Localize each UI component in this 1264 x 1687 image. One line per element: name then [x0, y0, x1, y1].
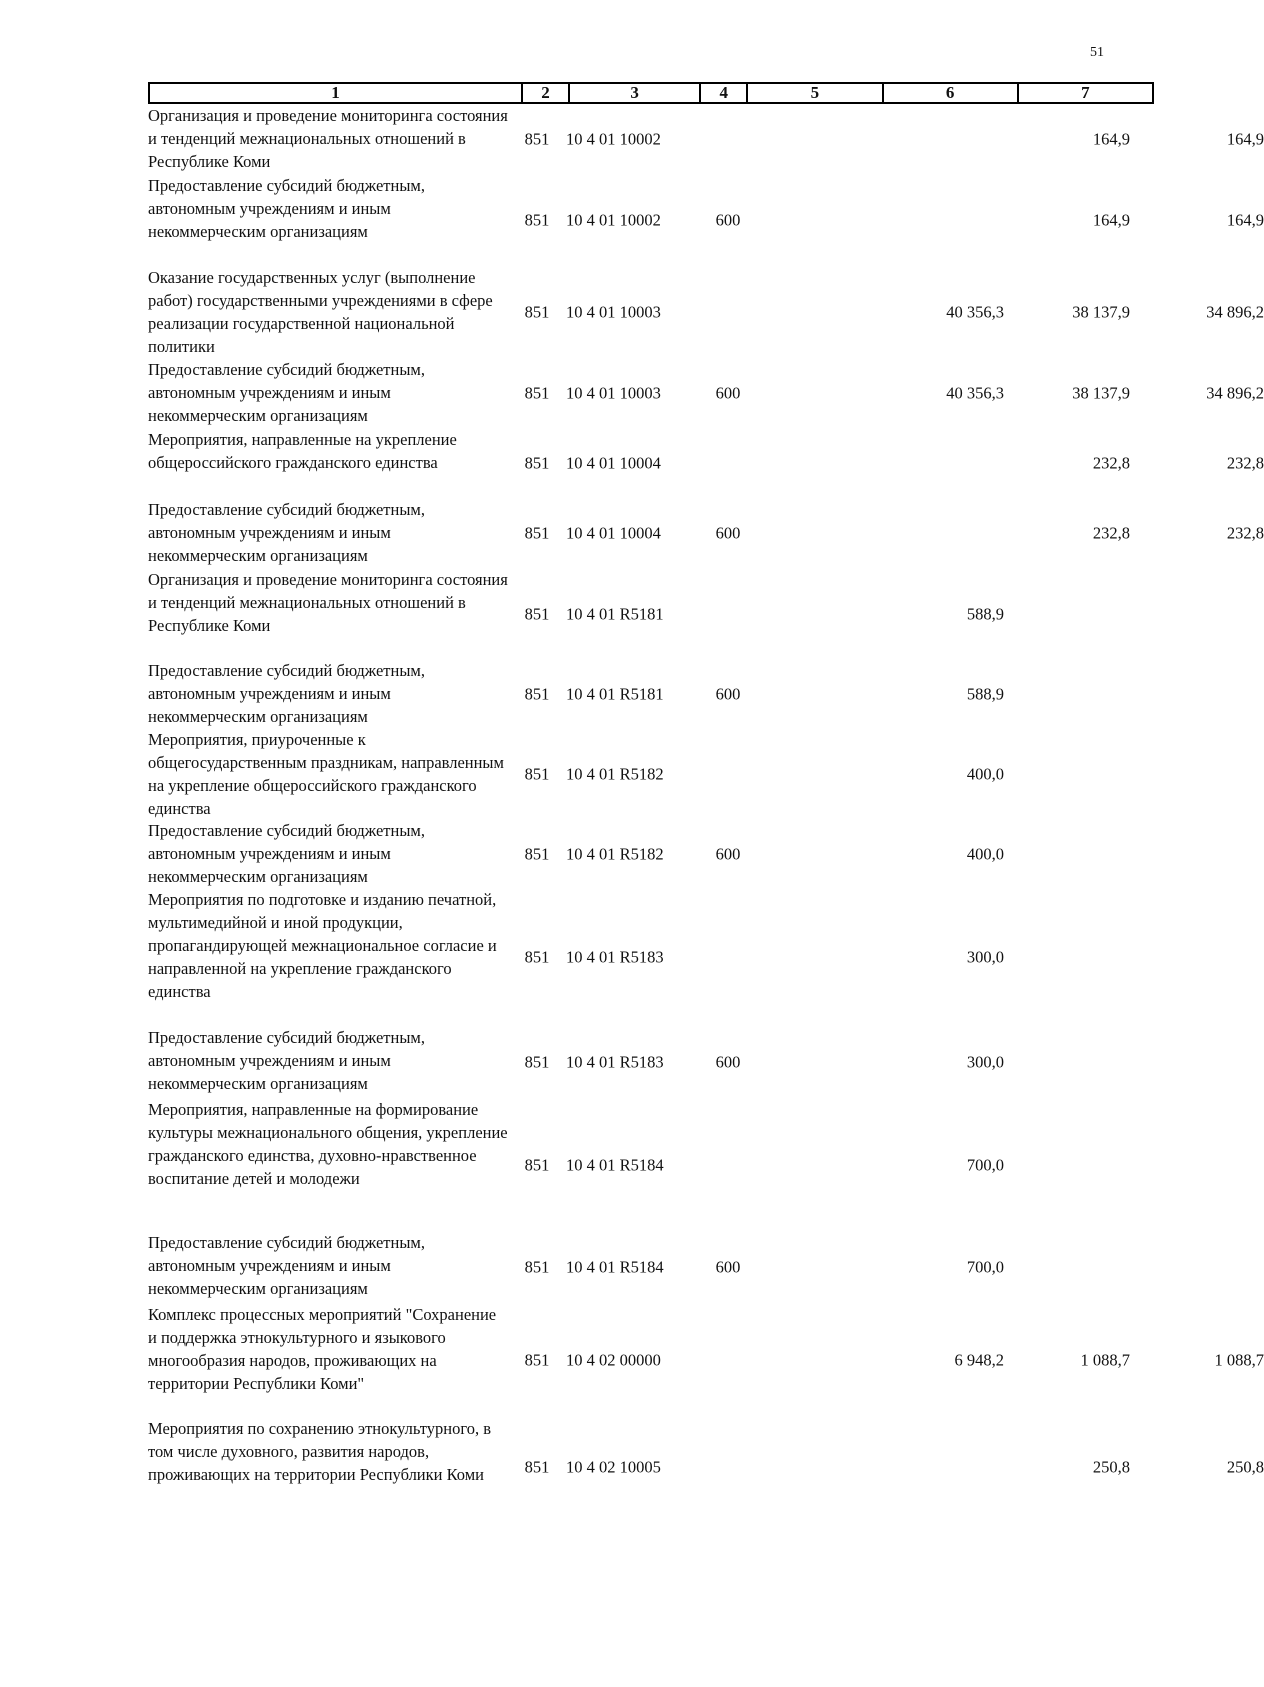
table-row: [148, 1098, 1154, 1231]
table-row: [148, 659, 1154, 728]
row-name: Предоставление субсидий бюджетным, автономным учреждениям и иным некоммерческим организациям: [148, 1028, 425, 1093]
row-csr-code: 10 4 02 00000: [566, 1350, 661, 1370]
row-ved-code: 851: [524, 383, 550, 403]
row-amount-col7: 34 896,2: [1206, 302, 1264, 322]
row-csr-code: 10 4 02 10005: [566, 1457, 661, 1477]
row-amount-col5: 6 948,2: [954, 1350, 1004, 1370]
table-row: [148, 819, 1154, 888]
row-amount-col7: 250,8: [1226, 1457, 1264, 1477]
header-col-7: 7: [1018, 83, 1153, 103]
table-row: [148, 358, 1264, 428]
row-name: Мероприятия, приуроченные к общегосударственным праздникам, направленным на укрепление общероссийского гражданского единства: [148, 730, 504, 818]
row-vr-code: 600: [715, 210, 741, 230]
row-csr-code: 10 4 01 10004: [566, 453, 661, 473]
row-csr-code: 10 4 01 R5183: [566, 1052, 664, 1072]
row-csr-code: 10 4 01 10003: [566, 302, 661, 322]
row-csr-code: 10 4 01 R5183: [566, 947, 664, 967]
row-ved-code: 851: [524, 210, 550, 230]
table-row: [148, 104, 1264, 174]
row-amount-col5: 400,0: [966, 764, 1004, 783]
row-ved-code: 851: [524, 1457, 550, 1477]
row-ved-code: 851: [524, 523, 550, 543]
table-row: [148, 568, 1154, 659]
column-number-header: [148, 82, 1154, 104]
row-amount-col7: 232,8: [1226, 453, 1264, 473]
row-ved-code: 851: [524, 947, 550, 967]
row-name: Предоставление субсидий бюджетным, автономным учреждениям и иным некоммерческим организациям: [148, 661, 425, 726]
row-amount-col7: 164,9: [1226, 129, 1264, 149]
row-name: Предоставление субсидий бюджетным, автономным учреждениям и иным некоммерческим организациям: [148, 500, 425, 565]
table-row: [148, 1231, 1154, 1303]
header-col-4: 4: [700, 83, 747, 103]
row-amount-col6: 38 137,9: [1072, 383, 1130, 403]
header-col-6: 6: [883, 83, 1018, 103]
row-name: Комплекс процессных мероприятий "Сохранение и поддержка этнокультурного и языкового многообразия народов, проживающих на территории Республики Коми": [148, 1305, 497, 1393]
row-csr-code: 10 4 01 R5181: [566, 604, 664, 623]
row-ved-code: 851: [524, 302, 550, 322]
row-name: Мероприятия, направленные на формирование культуры межнационального общения, укрепление гражданского единства, духовно-нравственное воспитание детей и молодежи: [148, 1100, 508, 1188]
row-name: Оказание государственных услуг (выполнение работ) государственными учреждениями в сфере реализации государственной национальной политики: [148, 268, 493, 356]
row-amount-col5: 700,0: [966, 1257, 1004, 1277]
row-ved-code: 851: [524, 1155, 550, 1174]
row-ved-code: 851: [524, 129, 550, 149]
row-vr-code: 600: [715, 684, 741, 703]
row-name: Мероприятия, направленные на укрепление общероссийского гражданского единства: [148, 430, 457, 472]
row-name: Предоставление субсидий бюджетным, автономным учреждениям и иным некоммерческим организациям: [148, 1233, 425, 1298]
table-row: [148, 428, 1264, 498]
budget-table-body: [148, 104, 1264, 1517]
row-csr-code: 10 4 01 R5184: [566, 1155, 664, 1174]
row-name: Мероприятия по подготовке и изданию печатной, мультимедийной и иной продукции, пропагандирующей межнациональное согласие и направленной на укрепление гражданского единства: [148, 890, 497, 1001]
row-amount-col6: 250,8: [1092, 1457, 1130, 1477]
row-ved-code: 851: [524, 1350, 550, 1370]
row-name: Предоставление субсидий бюджетным, автономным учреждениям и иным некоммерческим организациям: [148, 360, 425, 425]
row-csr-code: 10 4 01 R5182: [566, 844, 664, 863]
row-ved-code: 851: [524, 844, 550, 863]
row-amount-col5: 400,0: [966, 844, 1004, 863]
table-row: [148, 728, 1154, 819]
row-amount-col5: 300,0: [966, 1052, 1004, 1072]
row-name: Предоставление субсидий бюджетным, автономным учреждениям и иным некоммерческим организациям: [148, 821, 425, 886]
row-vr-code: 600: [715, 383, 741, 403]
row-amount-col6: 232,8: [1092, 523, 1130, 543]
header-col-5: 5: [747, 83, 882, 103]
row-amount-col5: 700,0: [966, 1155, 1004, 1174]
row-name: Предоставление субсидий бюджетным, автономным учреждениям и иным некоммерческим организациям: [148, 176, 425, 241]
header-col-2: 2: [522, 83, 569, 103]
table-row: [148, 174, 1264, 266]
row-amount-col6: 38 137,9: [1072, 302, 1130, 322]
row-name: Мероприятия по сохранению этнокультурного, в том числе духовного, развития народов, проживающих на территории Республики Коми: [148, 1419, 492, 1484]
row-name: Организация и проведение мониторинга состояния и тенденций межнациональных отношений в Республике Коми: [148, 570, 508, 635]
table-row: [148, 888, 1154, 1026]
row-amount-col5: 588,9: [966, 604, 1004, 623]
row-ved-code: 851: [524, 684, 550, 703]
row-vr-code: 600: [715, 1052, 741, 1072]
row-ved-code: 851: [524, 764, 550, 783]
row-amount-col7: 232,8: [1226, 523, 1264, 543]
table-row: [148, 1303, 1264, 1417]
row-amount-col5: 40 356,3: [946, 383, 1004, 403]
table-row: [148, 498, 1264, 568]
row-ved-code: 851: [524, 453, 550, 473]
row-ved-code: 851: [524, 1052, 550, 1072]
row-amount-col5: 300,0: [966, 947, 1004, 967]
row-amount-col6: 1 088,7: [1080, 1350, 1130, 1370]
row-amount-col7: 34 896,2: [1206, 383, 1264, 403]
header-col-3: 3: [569, 83, 700, 103]
table-row: [148, 1417, 1264, 1517]
row-amount-col7: 164,9: [1226, 210, 1264, 230]
row-csr-code: 10 4 01 10002: [566, 210, 661, 230]
table-row: [148, 1026, 1154, 1098]
header-col-1: 1: [149, 83, 522, 103]
row-vr-code: 600: [715, 523, 741, 543]
row-name: Организация и проведение мониторинга состояния и тенденций межнациональных отношений в Республике Коми: [148, 106, 508, 171]
row-amount-col5: 40 356,3: [946, 302, 1004, 322]
page-number: 51: [1090, 45, 1104, 60]
row-csr-code: 10 4 01 10003: [566, 383, 661, 403]
row-vr-code: 600: [715, 844, 741, 863]
row-amount-col6: 164,9: [1092, 210, 1130, 230]
row-amount-col5: 588,9: [966, 684, 1004, 703]
row-vr-code: 600: [715, 1257, 741, 1277]
row-amount-col6: 164,9: [1092, 129, 1130, 149]
row-ved-code: 851: [524, 604, 550, 623]
row-amount-col7: 1 088,7: [1214, 1350, 1264, 1370]
row-amount-col6: 232,8: [1092, 453, 1130, 473]
row-csr-code: 10 4 01 R5182: [566, 764, 664, 783]
row-csr-code: 10 4 01 R5184: [566, 1257, 664, 1277]
table-row: [148, 266, 1264, 358]
row-csr-code: 10 4 01 R5181: [566, 684, 664, 703]
row-csr-code: 10 4 01 10002: [566, 129, 661, 149]
row-csr-code: 10 4 01 10004: [566, 523, 661, 543]
row-ved-code: 851: [524, 1257, 550, 1277]
